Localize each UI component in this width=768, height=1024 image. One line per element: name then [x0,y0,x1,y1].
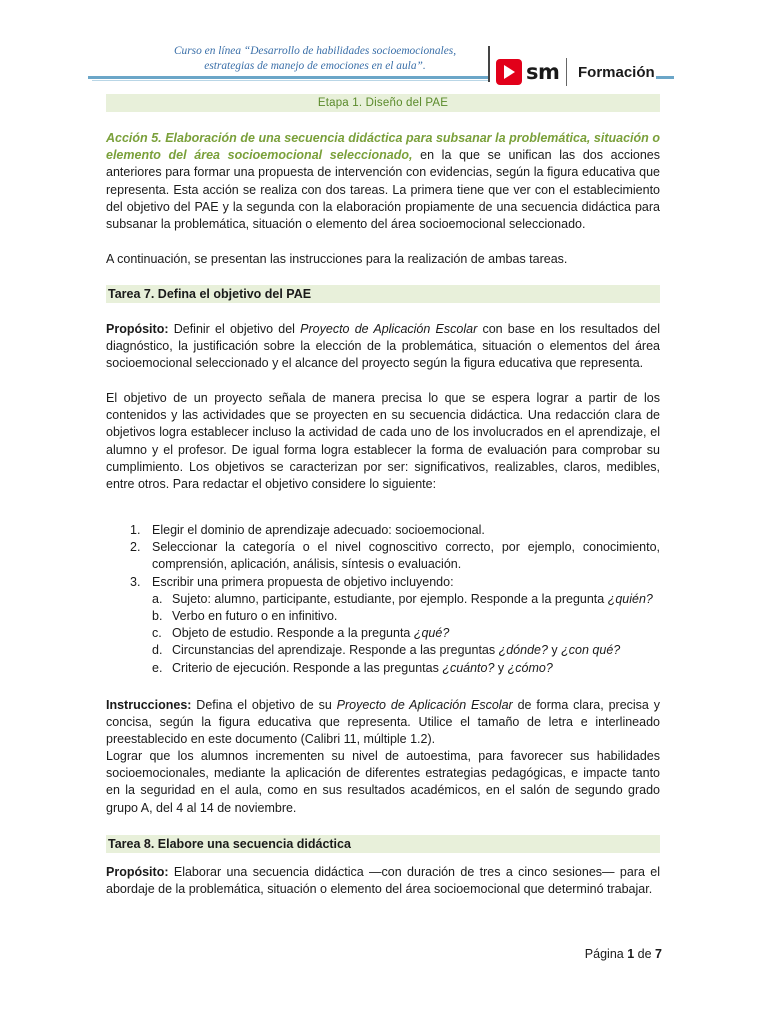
task8-purpose-text: Elaborar una secuencia didáctica —con duración de tres a cinco sesiones— para el abordaje de la problemática, situación o elemento del área socioemocional que determinó trabajar. [106,865,660,897]
header-rule-shadow [92,80,488,81]
list-number: 2. [130,540,141,555]
sub-list-item [152,625,660,642]
action-paragraph [106,130,660,233]
course-title [150,44,480,74]
sub-list-item [152,642,660,659]
logo-separator [566,58,567,86]
page-total: 7 [655,947,662,961]
task8-purpose [106,864,660,898]
sub-list-letter: b. [152,609,163,624]
page-header [0,0,768,92]
task8-purpose-label: Propósito: [106,865,169,879]
page-of: de [637,947,652,961]
sub-list-text: Sujeto: alumno, participante, estudiante, por ejemplo. Responde a la pregunta [172,591,608,606]
intro-paragraph: A continuación, se presentan las instrucciones para la realización de ambas tareas. [106,252,568,266]
sub-list-letter: a. [152,591,163,606]
question-word: ¿con qué? [561,643,621,658]
action-body: en la que se unifican las dos acciones anteriores para formar una propuesta de intervención con evidencias, según la figura educativa que representa. Esta acción se realiza con dos tareas. La primera tiene que ver con el establecimiento del objetivo del PAE y la segunda con la elaboración propiamente de una secuencia didáctica para subsanar la problemática, situación o elemento del área socioemocional seleccionado. [106,148,660,232]
task7-instructions [106,697,660,749]
page-number [585,946,662,963]
list-text: Elegir el dominio de aprendizaje adecuado: socioemocional. [152,523,485,537]
task7-answer: Lograr que los alumnos incrementen su nivel de autoestima, para favorecer sus habilidades socioemocionales, mediante la aplicación de diferentes estrategias pedagógicas, e impacte tanto en la seguridad en el aula, como en sus resultados académicos, en el salón de segundo grado grupo A, del 4 al 14 de noviembre. [106,749,660,815]
sub-list-text: Criterio de ejecución. Responde a las preguntas [172,660,443,675]
task7-purpose-project: Proyecto de Aplicación Escolar [300,322,478,336]
task7-purpose [106,321,660,373]
list-text: Escribir una primera propuesta de objetivo incluyendo: [152,574,454,589]
header-separator [488,46,490,82]
course-title-line-1: Curso en línea “Desarrollo de habilidades socioemocionales, [173,45,457,57]
objective-steps-list [106,522,660,677]
instructions-label: Instrucciones: [106,698,192,712]
instructions-text-b: de forma clara, precisa y concisa, según la figura educativa que representa. Utilice el tamaño de letra e interlineado preestablecido en este documento (Calibri 11, múltiple 1.2). [106,698,660,747]
action-title: Acción 5. Elaboración de una secuencia didáctica para subsanar la problemática, situación o elemento del área socioemocional seleccionado, [106,131,660,163]
instructions-project: Proyecto de Aplicación Escolar [336,698,513,712]
list-item [106,574,660,677]
task8-heading: Tarea 8. Elabore una secuencia didáctica [106,835,660,853]
sm-logo-icon [496,59,522,85]
question-word: ¿cuánto? [442,660,495,675]
sub-list-text: Objeto de estudio. Responde a la pregunta [172,626,414,641]
sub-list-letter: c. [152,626,162,641]
question-word: ¿qué? [413,626,450,641]
list-number: 1. [130,523,141,537]
logo-label: Formación [578,64,655,81]
task7-purpose-text-a: Definir el objetivo del [168,322,301,336]
instructions-text-a: Defina el objetivo de su [191,698,337,712]
header-rule [88,76,488,79]
task7-purpose-label: Propósito: [106,322,169,336]
sub-list-item [152,591,660,608]
page-word: Página [584,947,624,961]
course-title-line-2: estrategias de manejo de emociones en el aula”. [204,60,426,72]
sub-list-text: Circunstancias del aprendizaje. Responde a las preguntas [172,643,499,658]
sub-list-item [152,608,660,625]
list-text: Seleccionar la categoría o el nivel cognoscitivo correcto, por ejemplo, conocimiento, comprensión, aplicación, análisis, síntesis o evaluación. [152,540,660,572]
stage-heading: Etapa 1. Diseño del PAE [106,94,660,112]
conjunction: y [547,643,562,658]
sub-list-letter: e. [152,660,163,675]
objective-substeps-list [152,591,660,677]
list-number: 3. [130,574,141,589]
sub-list-letter: d. [152,643,163,658]
task7-purpose-text-b: con base en los resultados del diagnóstico, la justificación sobre la elección de la problemática, situación o elementos del área socioemocional seleccionado y el alcance del proyecto según la figura educativa que representa. [106,322,660,371]
header-rule-right [656,76,674,79]
task7-explanation: El objetivo de un proyecto señala de manera precisa lo que se espera lograr a partir de los contenidos y las actividades que se proyecten en su secuencia didáctica. Una redacción clara de objetivos logra establecer incluso la actividad de cada uno de los involucrados en el aprendizaje, el alumno y el profesor. De igual forma logra establecer la forma de evaluación para comprobar su cumplimiento. Los objetivos se caracterizan por ser: significativos, realizables, claros, medibles, entre otros. Para redactar el objetivo considere lo siguiente: [106,391,660,492]
question-word: ¿cómo? [507,660,553,675]
task7-heading: Tarea 7. Defina el objetivo del PAE [106,285,660,303]
question-word: ¿dónde? [498,643,548,658]
sub-list-item [152,660,660,677]
conjunction: y [494,660,508,675]
question-word: ¿quién? [607,591,653,606]
page-current: 1 [627,947,635,961]
logo-brand: sm [526,60,560,84]
list-item [106,539,660,573]
sub-list-text: Verbo en futuro o en infinitivo. [172,609,338,624]
list-item [106,522,660,539]
